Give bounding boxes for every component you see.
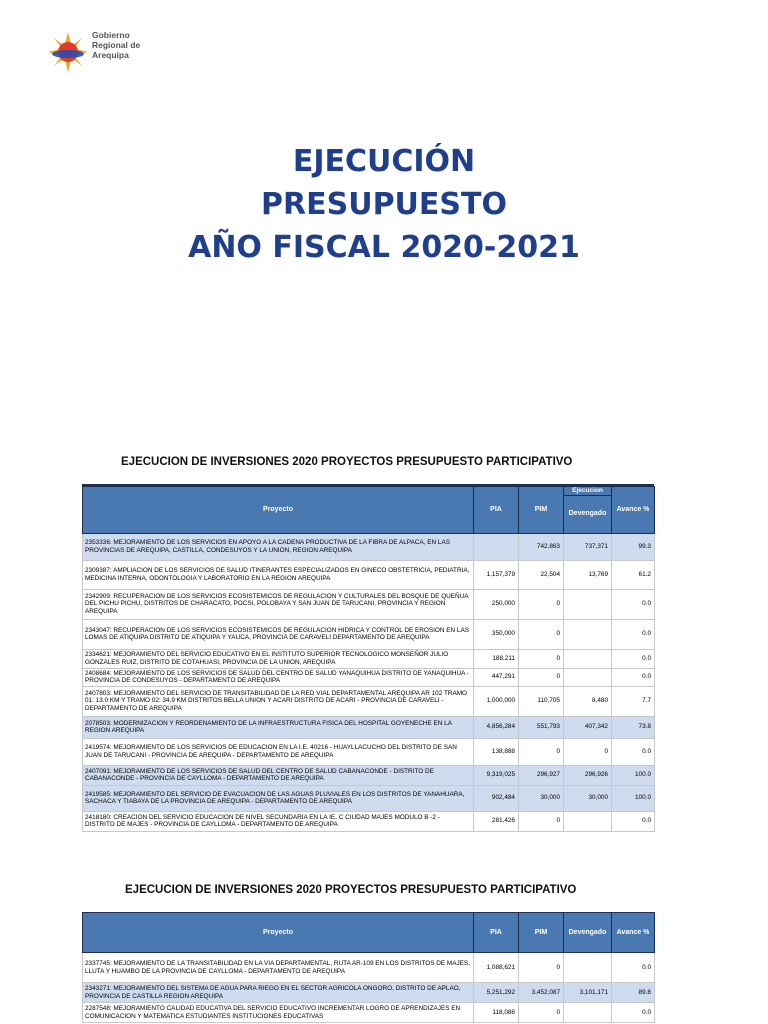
cell-proyecto: 2407803: MEJORAMIENTO DEL SERVICIO DE TRANSITABILIDAD DE LA RED VIAL DEPARTAMENTAL AREQUIPA AR 102 TRAMO 01: 13.0 KM Y TRAMO 02: 34.9 KM DISTRITOS BELLA UNION Y ACARI DISTRITO DE ACARI - PROVINCIA DE CARAVELI - DEPARTAMENTO DE AREQUIPA	[83, 686, 474, 716]
cell-pim: 742,863	[519, 533, 564, 560]
col-header-pim: PIM	[519, 913, 564, 953]
table-row	[83, 649, 655, 668]
col-header-pia: PIA	[474, 487, 519, 534]
title-line: AÑO FISCAL 2020-2021	[188, 230, 580, 265]
cell-proyecto: 2343047: RECUPERACION DE LOS SERVICIOS ECOSISTEMICOS DE REGULACION HIDRICA Y CONTROL DE EROSION EN LAS LOMAS DE ATIQUIPA DISTRITO DE ATIQUIPA Y YAUCA, PROVINCIA DE CARAVELI DEPARTAMENTO DE AREQUIPA	[83, 619, 474, 649]
col-header-pia: PIA	[474, 913, 519, 953]
col-header-ejecucion: Ejecucion	[564, 487, 612, 496]
cell-pim: 3,452,087	[519, 983, 564, 1003]
table-row	[83, 983, 655, 1003]
title-line: PRESUPUESTO	[261, 187, 507, 222]
cell-pia: 188,211	[474, 649, 519, 668]
cell-pim: 0	[519, 953, 564, 983]
arequipa-sun-logo-icon	[46, 30, 90, 74]
cell-proyecto: 2342909: RECUPERACION DE LOS SERVICIOS ECOSISTEMICOS DE REGULACION Y CULTURALES DEL BOSQUE DE QUEÑUA DEL PICHU PICHU, DISTRITOS DE CHARACATO, POCSI, POLOBAYA Y SAN JUAN DE TARUCANI, PROVINCIA Y REGION AREQUIPA	[83, 589, 474, 619]
cell-devengado	[564, 619, 612, 649]
cell-pim: 551,793	[519, 716, 564, 738]
table-row	[83, 619, 655, 649]
cell-avance: 0.0	[612, 589, 655, 619]
table-row	[83, 785, 655, 811]
col-header-proyecto: Proyecto	[83, 487, 474, 534]
cell-pim: 0	[519, 649, 564, 668]
cell-avance: 0.0	[612, 811, 655, 831]
cell-avance: 0.0	[612, 619, 655, 649]
cell-devengado: 737,371	[564, 533, 612, 560]
cell-proyecto: 2078503: MODERNIZACION Y REORDENAMIENTO DE LA INFRAESTRUCTURA FISICA DEL HOSPITAL GOYENECHE EN LA REGION AREQUIPA	[83, 716, 474, 738]
cell-avance: 99.3	[612, 533, 655, 560]
cell-devengado	[564, 668, 612, 686]
cell-devengado	[564, 649, 612, 668]
cell-proyecto: 2334621: MEJORAMIENTO DEL SERVICIO EDUCATIVO EN EL INSTITUTO SUPERIOR TECNOLOGICO MONSEÑOR JULIO GONZALES RUIZ, DISTRITO DE COTAHUASI, PROVINCIA DE LA UNION, AREQUIPA	[83, 649, 474, 668]
cell-avance: 0.0	[612, 1003, 655, 1023]
cell-proyecto: 2287548: MEJORAMIENTO CALIDAD EDUCATIVA DEL SERVICIO EDUCATIVO INCREMENTAR LOGRO DE APRENDIZAJES EN COMUNICACION Y MATEMATICA ESTUDIANTES INSTITUCIONES EDUCATIVAS	[83, 1003, 474, 1023]
cell-pia: 118,088	[474, 1003, 519, 1023]
cell-pim: 0	[519, 738, 564, 765]
section-title: EJECUCION DE INVERSIONES 2020 PROYECTOS PRESUPUESTO PARTICIPATIVO	[121, 456, 573, 468]
table-body	[83, 953, 655, 1023]
cell-pim: 296,927	[519, 765, 564, 785]
cell-avance: 0.0	[612, 668, 655, 686]
logo-line: Arequipa	[92, 50, 129, 60]
cell-devengado: 8,480	[564, 686, 612, 716]
cell-pia: 902,484	[474, 785, 519, 811]
investments-table-2	[82, 912, 655, 1023]
cell-avance: 73.8	[612, 716, 655, 738]
title-line: EJECUCIÓN	[292, 144, 476, 179]
section-title: EJECUCION DE INVERSIONES 2020 PROYECTOS PRESUPUESTO PARTICIPATIVO	[125, 884, 577, 896]
col-header-avance: Avance %	[612, 487, 655, 534]
table-row	[83, 738, 655, 765]
page-title	[0, 140, 768, 269]
cell-avance: 89.8	[612, 983, 655, 1003]
cell-pia: 9,319,025	[474, 765, 519, 785]
col-header-devengado: Devengado	[564, 913, 612, 953]
table-row	[83, 533, 655, 560]
cell-avance: 0.0	[612, 953, 655, 983]
cell-devengado	[564, 589, 612, 619]
table-row	[83, 668, 655, 686]
table-row	[83, 686, 655, 716]
investments-table-1	[82, 486, 655, 832]
cell-pia: 1,000,000	[474, 686, 519, 716]
col-header-devengado: Devengado	[564, 495, 612, 533]
cell-pim: 0	[519, 811, 564, 831]
cell-pia: 138,888	[474, 738, 519, 765]
cell-pim: 22,504	[519, 560, 564, 589]
cell-pia: 1,088,621	[474, 953, 519, 983]
cell-pim: 0	[519, 589, 564, 619]
logo-line: Gobierno	[92, 30, 130, 40]
cell-devengado	[564, 953, 612, 983]
table-row	[83, 811, 655, 831]
table-row	[83, 1003, 655, 1023]
col-header-proyecto: Proyecto	[83, 913, 474, 953]
cell-pia: 447,291	[474, 668, 519, 686]
cell-proyecto: 2337745: MEJORAMIENTO DE LA TRANSITABILIDAD EN LA VIA DEPARTAMENTAL, RUTA AR-109 EN LOS DISTRITOS DE MAJES, LLUTA Y HUAMBO DE LA PROVINCIA DE CAYLLOMA - DEPARTAMENTO DE AREQUIPA	[83, 953, 474, 983]
cell-devengado	[564, 811, 612, 831]
cell-pia: 5,251,292	[474, 983, 519, 1003]
cell-devengado: 30,000	[564, 785, 612, 811]
cell-pia: 4,856,284	[474, 716, 519, 738]
cell-devengado: 13,769	[564, 560, 612, 589]
logo-line: Regional de	[92, 40, 141, 50]
table-body	[83, 533, 655, 831]
cell-avance: 100.0	[612, 785, 655, 811]
cell-proyecto: 2353336: MEJORAMIENTO DE LOS SERVICIOS EN APOYO A LA CADENA PRODUCTIVA DE LA FIBRA DE ALPACA, EN LAS PROVINCIAS DE AREQUIPA, CASTILLA, CONDESUYOS Y LA UNION, REGION AREQUIPA	[83, 533, 474, 560]
cell-proyecto: 2418180: CREACION DEL SERVICIO EDUCACION DE NIVEL SECUNDARIA EN LA IE. C CIUDAD MAJES MODULO B -2 - DISTRITO DE MAJES - PROVINCIA DE CAYLLOMA - DEPARTAMENTO DE AREQUIPA	[83, 811, 474, 831]
cell-pia: 250,000	[474, 589, 519, 619]
cell-avance: 0.0	[612, 738, 655, 765]
cell-proyecto: 2419585: MEJORAMIENTO DEL SERVICIO DE EVACUACION DE LAS AGUAS PLUVIALES EN LOS DISTRITOS DE YANAHUARA, SACHACA Y TIABAYA DE LA PROVINCIA DE AREQUIPA - DEPARTAMENTO DE AREQUIPA	[83, 785, 474, 811]
cell-pia: 350,000	[474, 619, 519, 649]
logo-text	[92, 30, 140, 60]
cell-avance: 0.0	[612, 649, 655, 668]
cell-pim: 0	[519, 668, 564, 686]
cell-proyecto: 2343271: MEJORAMIENTO DEL SISTEMA DE AGUA PARA RIEGO EN EL SECTOR AGRICOLA ONGORO, DISTRITO DE APLAO, PROVINCIA DE CASTILLA REGION AREQUIPA	[83, 983, 474, 1003]
cell-proyecto: 2309387: AMPLIACION DE LOS SERVICIOS DE SALUD ITINERANTES ESPECIALIZADOS EN GINECO OBSTETRICIA, PEDIATRIA, MEDICINA INTERNA, ODONTOLOGIA Y LABORATORIO EN LA REGION AREQUIPA	[83, 560, 474, 589]
cell-devengado	[564, 1003, 612, 1023]
table-row	[83, 716, 655, 738]
cell-pim: 0	[519, 1003, 564, 1023]
cell-avance: 7.7	[612, 686, 655, 716]
cell-proyecto: 2408684: MEJORAMIENTO DE LOS SERVICIOS DE SALUD DEL CENTRO DE SALUD YANAQUIHUA DISTRITO DE YANAQUIHUA - PROVINCIA DE CONDESUYOS - DEPARTAMENTO DE AREQUIPA	[83, 668, 474, 686]
table-row	[83, 953, 655, 983]
col-header-pim: PIM	[519, 487, 564, 534]
cell-devengado: 407,342	[564, 716, 612, 738]
table-row	[83, 589, 655, 619]
cell-pia: 281,426	[474, 811, 519, 831]
cell-pia	[474, 533, 519, 560]
cell-devengado: 0	[564, 738, 612, 765]
cell-devengado: 3,101,171	[564, 983, 612, 1003]
cell-pim: 30,000	[519, 785, 564, 811]
table-row	[83, 560, 655, 589]
cell-proyecto: 2419574: MEJORAMIENTO DE LOS SERVICIOS DE EDUCACION EN LA I.E. 40216 - HUAYLLACUCHO DEL DISTRITO DE SAN JUAN DE TARUCANI - PROVINCIA DE AREQUIPA - DEPARTAMENTO DE AREQUIPA	[83, 738, 474, 765]
cell-avance: 100.0	[612, 765, 655, 785]
logo	[46, 28, 156, 78]
cell-avance: 61.2	[612, 560, 655, 589]
cell-pim: 110,705	[519, 686, 564, 716]
cell-proyecto: 2407091: MEJORAMIENTO DE LOS SERVICIOS DE SALUD DEL CENTRO DE SALUD CABANACONDE - DISTRITO DE CABANACONDE - PROVINCIA DE CAYLLOMA - DEPARTAMENTO DE AREQUIPA	[83, 765, 474, 785]
col-header-avance: Avance %	[612, 913, 655, 953]
cell-pim: 0	[519, 619, 564, 649]
cell-pia: 1,157,379	[474, 560, 519, 589]
table-row	[83, 765, 655, 785]
cell-devengado: 296,926	[564, 765, 612, 785]
